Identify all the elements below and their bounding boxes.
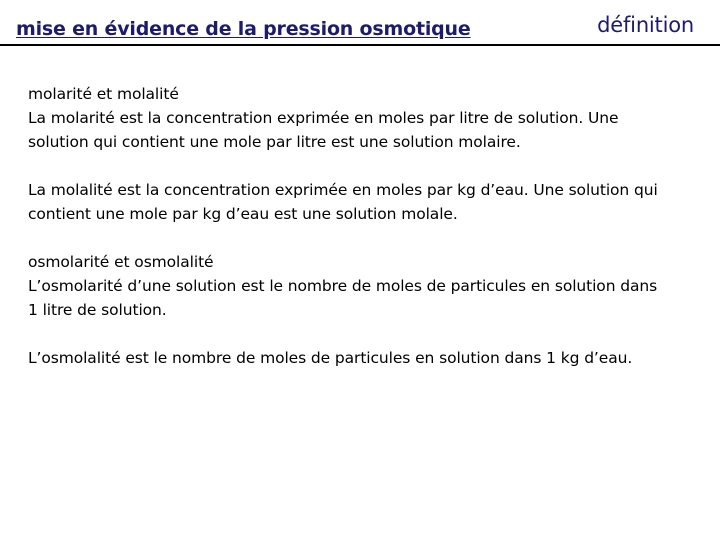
subheading-osmolarite-osmolalite: osmolarité et osmolalité: [28, 253, 214, 271]
paragraph-molality: [28, 178, 668, 226]
slide-title: mise en évidence de la pression osmotique: [16, 18, 471, 40]
subheading-molarite-molalite: molarité et molalité: [28, 85, 179, 103]
slide-header: [0, 0, 720, 48]
paragraph-osmolality: [28, 346, 668, 370]
paragraph-osmolarity: [28, 250, 668, 322]
paragraph-molarity: [28, 82, 668, 154]
slide-body: [28, 82, 668, 394]
definition-osmolalite: L’osmolalité est le nombre de moles de particules en solution dans 1 kg d’eau.: [28, 349, 633, 367]
header-divider: [0, 44, 720, 46]
section-title: définition: [597, 13, 694, 37]
definition-osmolarite: L’osmolarité d’une solution est le nombre de moles de particules en solution dans 1 litre de solution.: [28, 277, 658, 319]
definition-molarite: La molarité est la concentration exprimée en moles par litre de solution. Une solution qui contient une mole par litre est une solution molaire.: [28, 109, 619, 151]
definition-molalite: La molalité est la concentration exprimée en moles par kg d’eau. Une solution qui contient une mole par kg d’eau est une solution molale.: [28, 181, 658, 223]
